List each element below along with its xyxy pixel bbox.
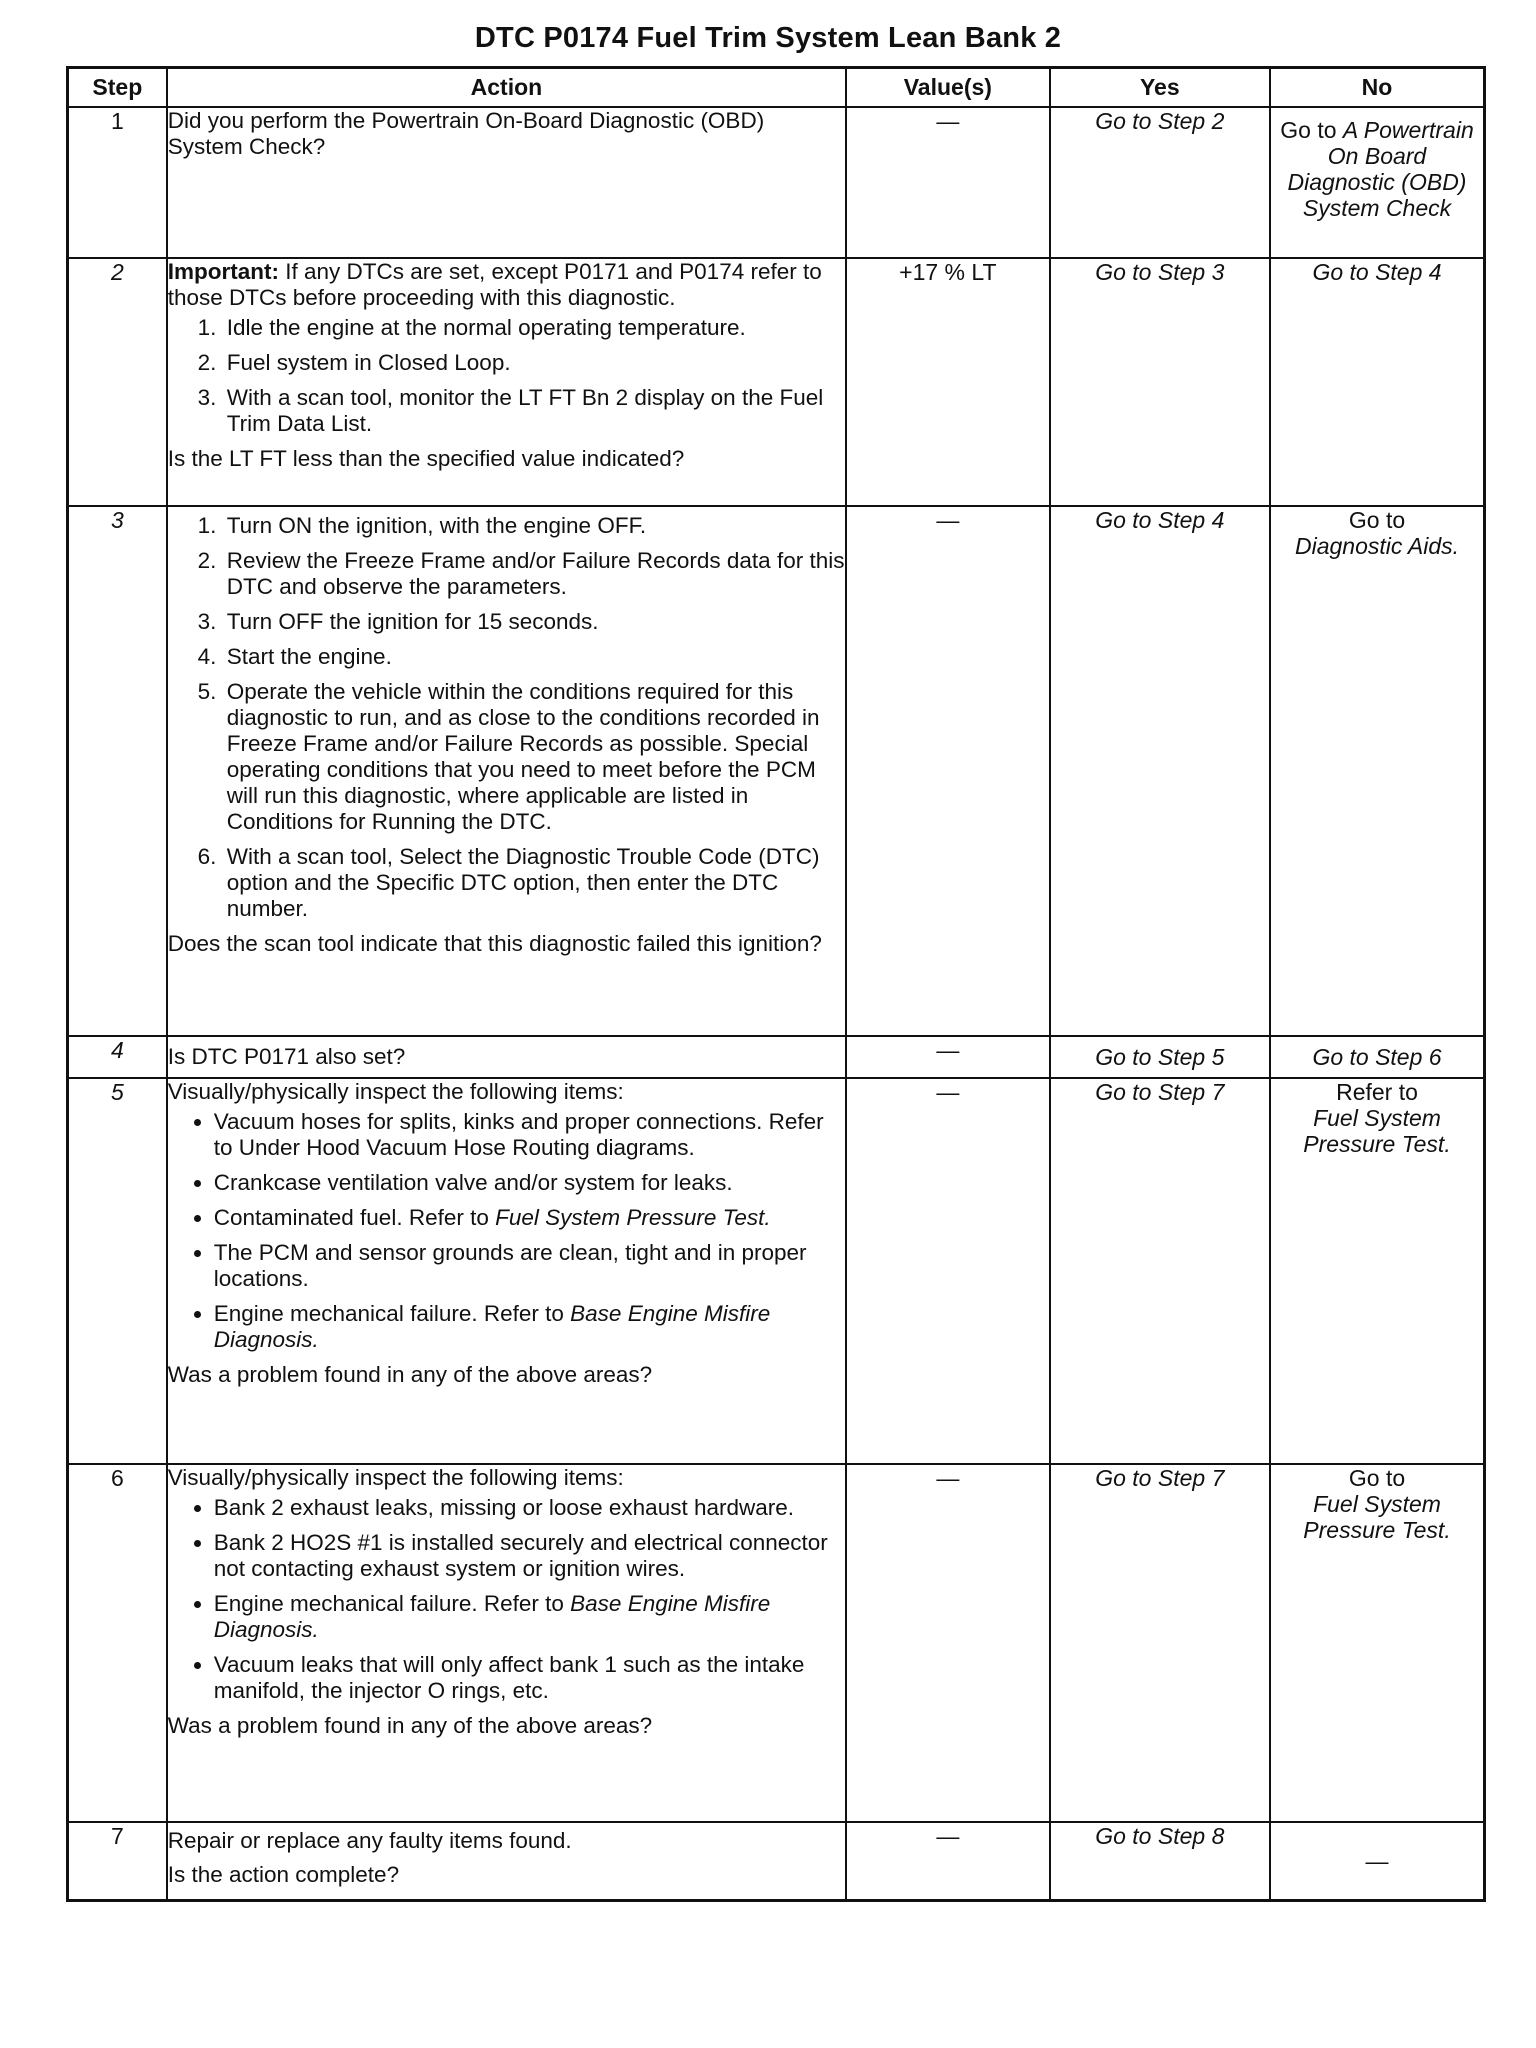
header-value: Value(s) — [846, 68, 1049, 108]
no-prefix: Go to — [1348, 1465, 1406, 1491]
step-number: 2 — [68, 258, 167, 506]
list-item: 3. With a scan tool, monitor the LT FT Bn 2 display on the Fuel Trim Data List. — [223, 385, 845, 437]
list-item — [214, 1591, 845, 1643]
action-question: Was a problem found in any of the above areas? — [167, 1713, 653, 1738]
inspection-list — [168, 1109, 845, 1353]
action-cell — [167, 1036, 846, 1078]
step-number: 1 — [68, 107, 167, 258]
yes-cell: Go to Step 2 — [1050, 107, 1270, 258]
list-item: • Bank 2 exhaust leaks, missing or loose exhaust hardware. — [214, 1495, 845, 1521]
inspection-lead: Visually/physically inspect the following items: — [167, 1465, 624, 1490]
action-question: Is the LT FT less than the specified value indicated? — [167, 446, 685, 471]
no-cell — [1270, 1078, 1484, 1464]
bullet-text: Engine mechanical failure. Refer to — [213, 1591, 571, 1616]
inspection-lead: Visually/physically inspect the following items: — [167, 1079, 624, 1104]
step-number: 6 — [68, 1464, 167, 1822]
value-cell: — — [846, 1078, 1049, 1464]
step-number: 7 — [68, 1822, 167, 1900]
no-cell: — — [1270, 1822, 1484, 1900]
important-label: Important: — [167, 259, 279, 284]
table-row-step-1 — [68, 107, 1485, 258]
yes-cell: Go to Step 8 — [1050, 1822, 1270, 1900]
table-row-step-4 — [68, 1036, 1485, 1078]
value-cell: — — [846, 1464, 1049, 1822]
list-item: • Crankcase ventilation valve and/or system for leaks. — [214, 1170, 845, 1196]
list-item: 2. Review the Freeze Frame and/or Failure Records data for this DTC and observe the parameters. — [223, 548, 845, 600]
action-question: Did you perform the Powertrain On-Board Diagnostic (OBD) System Check? — [167, 108, 765, 159]
list-item — [214, 1301, 845, 1353]
list-item: 5. Operate the vehicle within the conditions required for this diagnostic to run, and as close to the conditions recorded in Freeze Frame and/or Failure Records as possible. Special operating conditions that you need to meet before the PCM will run this diagnostic, where applicable are listed in Conditions for Running the DTC. — [223, 679, 845, 835]
header-action: Action — [167, 68, 846, 108]
step-number: 4 — [68, 1036, 167, 1078]
action-question: Does the scan tool indicate that this diagnostic failed this ignition? — [167, 931, 822, 956]
yes-cell: Go to Step 3 — [1050, 258, 1270, 506]
yes-cell: Go to Step 7 — [1050, 1464, 1270, 1822]
header-yes: Yes — [1050, 68, 1270, 108]
list-item — [214, 1205, 845, 1231]
no-prefix: Go to — [1280, 117, 1343, 143]
no-link: Diagnostic Aids. — [1294, 533, 1460, 559]
yes-cell: Go to Step 7 — [1050, 1078, 1270, 1464]
table-row-step-7 — [68, 1822, 1485, 1900]
list-item: 3. Turn OFF the ignition for 15 seconds. — [223, 609, 845, 635]
procedure-list — [168, 513, 845, 922]
yes-cell: Go to Step 5 — [1050, 1036, 1270, 1078]
no-cell — [1270, 1464, 1484, 1822]
procedure-list — [168, 315, 845, 437]
no-link: Fuel System Pressure Test. — [1303, 1491, 1451, 1543]
list-item: • The PCM and sensor grounds are clean, tight and in proper locations. — [214, 1240, 845, 1292]
no-prefix: Refer to — [1336, 1079, 1418, 1105]
bullet-reference: Fuel System Pressure Test. — [495, 1205, 771, 1230]
value-cell: — — [846, 1822, 1049, 1900]
bullet-text: Contaminated fuel. Refer to — [213, 1205, 496, 1230]
inspection-list — [168, 1495, 845, 1704]
no-cell: Go to Step 6 — [1270, 1036, 1484, 1078]
no-cell — [1270, 107, 1484, 258]
yes-cell: Go to Step 4 — [1050, 506, 1270, 1036]
step-number: 3 — [68, 506, 167, 1036]
table-row-step-6 — [68, 1464, 1485, 1822]
bullet-reference: Base Engine Misfire Diagnosis. — [213, 1301, 771, 1352]
action-question: Is the action complete? — [167, 1862, 400, 1887]
value-cell: — — [846, 1036, 1049, 1078]
value-cell: — — [846, 107, 1049, 258]
no-link: A Powertrain On Board Diagnostic (OBD) System Check — [1287, 117, 1474, 221]
bullet-reference: Base Engine Misfire Diagnosis. — [213, 1591, 771, 1642]
list-item: 6. With a scan tool, Select the Diagnostic Trouble Code (DTC) option and the Specific DTC option, then enter the DTC number. — [223, 844, 845, 922]
no-cell: Go to Step 4 — [1270, 258, 1484, 506]
list-item: • Vacuum leaks that will only affect bank 1 such as the intake manifold, the injector O rings, etc. — [214, 1652, 845, 1704]
table-row-step-2 — [68, 258, 1485, 506]
header-step: Step — [68, 68, 167, 108]
action-lead: Repair or replace any faulty items found. — [167, 1828, 572, 1853]
list-item: • Bank 2 HO2S #1 is installed securely and electrical connector not contacting exhaust system or ignition wires. — [214, 1530, 845, 1582]
bullet-text: Engine mechanical failure. Refer to — [213, 1301, 571, 1326]
list-item: 4. Start the engine. — [223, 644, 845, 670]
list-item: 2. Fuel system in Closed Loop. — [223, 350, 845, 376]
list-item: • Vacuum hoses for splits, kinks and proper connections. Refer to Under Hood Vacuum Hose Routing diagrams. — [214, 1109, 845, 1161]
action-cell — [167, 1078, 846, 1464]
diagnostic-table — [66, 66, 1486, 1902]
table-row-step-3 — [68, 506, 1485, 1036]
action-cell — [167, 258, 846, 506]
list-item: 1. Idle the engine at the normal operating temperature. — [223, 315, 845, 341]
no-link: Fuel System Pressure Test. — [1303, 1105, 1451, 1157]
important-note — [168, 259, 845, 311]
table-header-row — [68, 68, 1485, 108]
step-number: 5 — [68, 1078, 167, 1464]
no-prefix: Go to — [1348, 507, 1406, 533]
action-question: Is DTC P0171 also set? — [167, 1044, 406, 1069]
action-question: Was a problem found in any of the above areas? — [167, 1362, 653, 1387]
value-cell: +17 % LT — [846, 258, 1049, 506]
action-cell — [167, 107, 846, 258]
no-cell — [1270, 506, 1484, 1036]
action-cell — [167, 1464, 846, 1822]
action-cell — [167, 1822, 846, 1900]
page-title: DTC P0174 Fuel Trim System Lean Bank 2 — [474, 22, 1062, 54]
important-text: If any DTCs are set, except P0171 and P0174 refer to those DTCs before proceeding with this diagnostic. — [167, 259, 822, 310]
list-item: 1. Turn ON the ignition, with the engine OFF. — [223, 513, 845, 539]
header-no: No — [1270, 68, 1484, 108]
action-cell — [167, 506, 846, 1036]
value-cell: — — [846, 506, 1049, 1036]
table-row-step-5 — [68, 1078, 1485, 1464]
